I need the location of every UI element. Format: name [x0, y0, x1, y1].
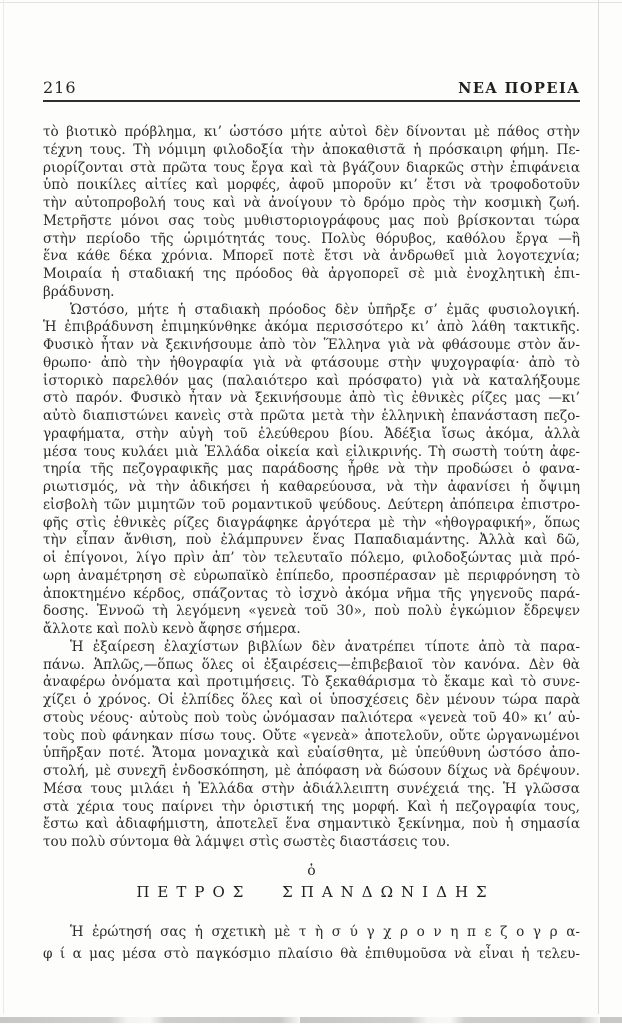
- text-line: στὴν περίοδο τῆς ὡριμότητάς τους. Πολὺς θόρυβος, καθόλου ἔργα —ἢ: [43, 230, 580, 247]
- text-line: ἀναφέρω ὀνόματα καὶ προτιμήσεις. Τὸ ξεκαθάρισμα τὸ ἔκαμε καὶ τὸ συνε-: [43, 674, 580, 691]
- page-content: [43, 78, 580, 965]
- text-line: ἄλλοτε καὶ πολὺ κενὸ ἄφησε σήμερα.: [43, 621, 301, 637]
- text-line: βράδυνση.: [43, 283, 115, 300]
- text-line: μέσα τους κυλάει μιὰ Ἑλλάδα οἰκεία καὶ εἰλικρινής. Τὴ σωστὴ τούτη ἀφε-: [43, 443, 580, 460]
- text-line: τέχνη τους. Τὴ νόμιμη φιλοδοξία τὴν ἀποκαθιστᾶ ἡ πρόσκαιρη φήμη. Πε-: [43, 141, 580, 158]
- journal-title: ΝΕΑ ΠΟΡΕΙΑ: [458, 80, 580, 97]
- text-line: ἕνα κάθε δέκα χρόνια. Μπορεῖ ποτὲ ἔτσι νὰ ἀνδρωθεῖ μιὰ λογοτεχνία;: [43, 248, 580, 265]
- page-number: 216: [43, 78, 77, 97]
- text-line: ἱστορικὸ παρελθόν μας (παλαιότερο καὶ πρόσφατο) γιὰ νὰ καταλήξουμε: [43, 372, 580, 389]
- signature-article-word: ὁ: [307, 862, 316, 879]
- scan-edge-bottom: [0, 1017, 622, 1023]
- author-name: ΠΕΤΡΟΣ ΣΠΑΝΔΩΝΙΔΗΣ: [136, 882, 495, 901]
- text-line: αὐτὸ διαπιστώνει κανεὶς στὰ πρῶτα μετὰ τὴν ἑλληνικὴ ἐπανάσταση πεζο-: [43, 408, 580, 424]
- paragraph: [43, 302, 580, 639]
- text-line: στοὺς νέους· αὐτοὺς ποὺ τοὺς ὠνόμασαν παλιότερα «γενεὰ τοῦ 40» κι’ αὐ-: [43, 709, 580, 726]
- text-line: θρωπο· ἀπὸ τὴν ἠθογραφία γιὰ νὰ φτάσουμε στὴν ψυχογραφία· ἀπὸ τὸ: [43, 354, 580, 371]
- header-rule: [43, 100, 580, 102]
- text-line: του πολὺ σύντομα θὰ λάμψει στὶς σωστὲς διαστάσεις του.: [43, 834, 451, 850]
- scan-edge-right: [598, 0, 599, 1014]
- signature-block: [43, 863, 580, 901]
- text-line: χίζει ὁ χρόνος. Οἱ ἐλπίδες ὅλες καὶ οἱ ὑποσχέσεις δὲν μένουν τώρα παρὰ: [43, 692, 580, 708]
- text-line: ἀποκτημένο κέρδος, σπάζοντας τὸ ἰσχνὸ ἀκόμα νῆμα τῆς γηγενοῦς παρά-: [43, 585, 580, 602]
- text-line: ὑπὸ ποικίλες αἰτίες καὶ μορφές, ἀφοῦ μποροῦν κι’ ἔτσι νὰ τροφοδοτοῦν: [43, 177, 580, 194]
- text-line: ωρη ἀναμέτρηση σὲ εὐρωπαϊκὸ ἐπίπεδο, προσπέρασαν μὲ περιφρόνηση τὸ: [43, 567, 580, 584]
- text-line: φῆς στὶς ἐθνικὲς ρίζες διαγράφηκε ἀργότερα μὲ τὴν «ἠθογραφική», ὅπως: [43, 514, 580, 531]
- text-line: Ἡ ἐξαίρεση ἐλαχίστων βιβλίων δὲν ἀνατρέπει τίποτε ἀπὸ τὰ παρα-: [70, 638, 580, 655]
- paragraph: [43, 639, 580, 852]
- scan-edge-top: [0, 2, 622, 3]
- text-line: Φυσικὸ ἦταν νὰ ξεκινήσουμε ἀπὸ τὸν Ἕλληνα γιὰ νὰ φθάσουμε στὸν ἄν-: [43, 337, 580, 353]
- text-line: τοὺς ποὺ φάνηκαν πίσω τους. Οὔτε «γενεὰ» ἀποτελοῦν, οὔτε ὠργανωμένοι: [43, 727, 580, 744]
- text-line: ἔστω καὶ ἀδιαφήμιστη, ἀποτελεῖ ἕνα σημαντικὸ ξεκίνημα, ποὺ ἡ σημασία: [43, 816, 580, 833]
- text-line: τὸ βιοτικὸ πρόβλημα, κι’ ὡστόσο μήτε αὐτοὶ δὲν δίνονται μὲ πάθος στὴν: [43, 124, 580, 140]
- running-head: [43, 78, 580, 97]
- text-line: Ὡστόσο, μήτε ἡ σταδιακὴ πρόοδος δὲν ὑπῆρξε σ’ ἐμᾶς φυσιολογική.: [70, 301, 580, 318]
- closing-paragraph: [43, 921, 580, 965]
- text-line: φ ί α μας μέσα στὸ παγκόσμιο πλαίσιο θὰ ἐπιθυμοῦσα νὰ εἶναι ἡ τελευ-: [43, 945, 580, 962]
- text-line: Μετρῆστε μόνοι σας τοὺς μυθιστοριογράφους μας ποὺ βρίσκονται τώρα: [43, 212, 580, 229]
- scan-edge-left: [3, 0, 4, 1014]
- text-line: οἱ ἐπίγονοι, λίγο πρὶν ἀπ’ τὸν τελευταῖο πόλεμο, φιλοδοξώντας μιὰ πρό-: [43, 550, 580, 566]
- text-line: στὰ χέρια τους παίρνει τὴν ὁριστική της μορφή. Καὶ ἡ πεζογραφία τους,: [43, 798, 580, 815]
- text-line: ριωτισμός, νὰ τὴν ἀδικήσει ἡ καθαρεύουσα, νὰ τὴν ἀφανίσει ἡ ὄψιμη: [43, 479, 580, 495]
- text-line: στὸ παρόν. Φυσικὸ ἦταν νὰ ξεκινήσουμε ἀπὸ τὶς ἐθνικὲς ρίζες μας —κι’: [43, 390, 580, 407]
- text-line: ὑπῆρξαν ποτέ. Ἄτομα μοναχικὰ καὶ εὐαίσθητα, μὲ ὑπεύθυνη ὡστόσο ἀπο-: [43, 745, 580, 762]
- text-line: τὴν αὐτοπροβολή τους καὶ νὰ ἀνοίγουν τὸ δρόμο πρὸς τὴν κοσμικὴ ζωή.: [43, 195, 580, 211]
- text-line: γραφήματα, στὴν αὐγὴ τοῦ ἐλεύθερου βίου. Ἀδέξια ἴσως ἀκόμα, ἀλλὰ: [43, 425, 580, 442]
- text-line: πάνω. Ἁπλῶς,—ὅπως ὅλες οἱ ἐξαιρέσεις—ἐπιβεβαιοῖ τὸν κανόνα. Δὲν θὰ: [43, 656, 580, 673]
- text-line: δοσης. Ἐννοῶ τὴ λεγόμενη «γενεὰ τοῦ 30», ποὺ πολὺ ἐγκώμιον ἔδρεψεν: [43, 603, 580, 620]
- paragraph: [43, 921, 580, 965]
- text-line: Ἡ ἐρώτησή σας ἡ σχετικὴ μὲ τ ὴ σ ύ γ χ ρ ο ν η π ε ζ ο γ ρ α-: [70, 923, 580, 940]
- text-line: στολή, μὲ συνεχῆ ἐνδοσκόπηση, μὲ ἀπόφαση νὰ δώσουν δίχως νὰ δρέψουν.: [43, 763, 580, 779]
- text-line: τηρία τῆς πεζογραφικῆς μας παράδοσης ἦρθε νὰ τὴν προδώσει ὁ φανα-: [43, 461, 580, 478]
- text-line: ριορίζονται στὰ πρῶτα τους ἔργα καὶ τὰ βγάζουν διαρκῶς στὴν ἐπιφάνεια: [43, 159, 580, 176]
- text-line: Μέσα τους μιλάει ἡ Ἑλλάδα στὴν ἀδιάλλειπτη συνέχειά της. Ἡ γλῶσσα: [43, 780, 580, 797]
- text-line: εἰσβολὴ τῶν μιμητῶν τοῦ ρομαντικοῦ ψεύδους. Δεύτερη ἀπόπειρα ἐπιστρο-: [43, 496, 580, 513]
- article-body: [43, 124, 580, 852]
- text-line: τὴν εἶπαν ἄνθιση, ποὺ ἐλάμπρυνεν ἕνας Παπαδιαμάντης. Ἀλλὰ καὶ δῶ,: [43, 532, 580, 549]
- text-line: Ἡ ἐπιβράδυνση ἐπιμηκύνθηκε ἀκόμα περισσότερο κι’ ἀπὸ λάθη τακτικῆς.: [43, 319, 580, 336]
- paragraph: [43, 124, 580, 302]
- text-line: Μοιραία ἡ σταδιακή της πρόοδος θὰ ἀργοπορεῖ σὲ μιὰ ἐνοχλητικὴ ἐπι-: [43, 266, 580, 282]
